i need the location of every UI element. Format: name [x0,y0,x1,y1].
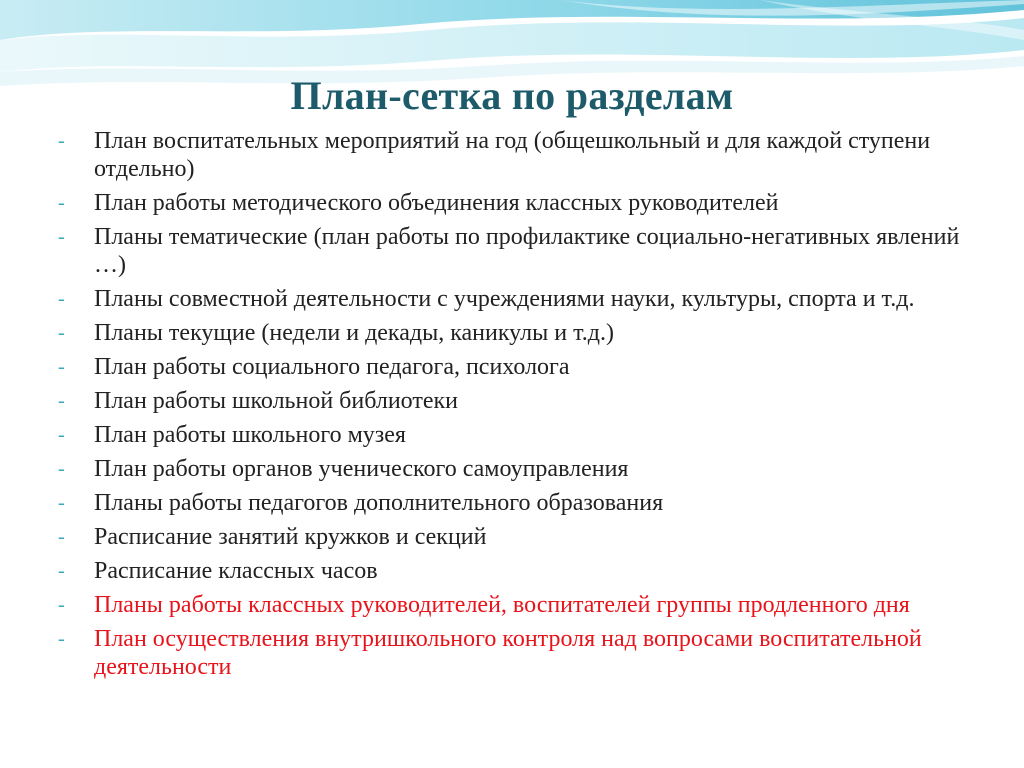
list-item [54,353,984,381]
bullet-dash: - [58,192,65,214]
list-item [54,557,984,585]
list-item [54,591,984,619]
list-item-text: План воспитательных мероприятий на год (общешкольный и для каждой ступени отдельно) [94,128,931,182]
list-item [54,455,984,483]
bullet-list [54,127,984,687]
list-item [54,319,984,347]
list-item [54,189,984,217]
bullet-dash: - [58,560,65,582]
list-item [54,387,984,415]
bullet-dash: - [58,424,65,446]
list-item [54,625,984,681]
bullet-dash: - [58,526,65,548]
bullet-dash: - [58,356,65,378]
bullet-dash: - [58,458,65,480]
list-item-text: План работы школьной библиотеки [94,388,458,414]
list-item [54,127,984,183]
list-item-text: Планы работы педагогов дополнительного образования [94,490,664,516]
list-item [54,489,984,517]
list-item-text: План работы социального педагога, психолога [94,354,570,380]
list-item [54,223,984,279]
list-item-text: Расписание занятий кружков и секций [94,524,487,550]
bullet-dash: - [58,594,65,616]
list-item [54,523,984,551]
list-item-text: Планы совместной деятельности с учреждениями науки, культуры, спорта и т.д. [94,286,915,312]
list-item-text: План осуществления внутришкольного контроля над вопросами воспитательной деятельности [94,626,922,680]
list-item-text: Планы работы классных руководителей, воспитателей группы продленного дня [94,592,910,618]
bullet-dash: - [58,130,65,152]
list-item-text: Расписание классных часов [94,558,378,584]
bullet-dash: - [58,628,65,650]
list-item-text: Планы текущие (недели и декады, каникулы и т.д.) [94,320,614,346]
bullet-dash: - [58,226,65,248]
bullet-dash: - [58,288,65,310]
bullet-dash: - [58,322,65,344]
list-item [54,421,984,449]
bullet-dash: - [58,390,65,412]
list-item-text: План работы методического объединения классных руководителей [94,190,779,216]
page-title: План-сетка по разделам [290,73,734,118]
list-item [54,285,984,313]
list-item-text: План работы органов ученического самоуправления [94,456,629,482]
list-item-text: Планы тематические (план работы по профилактике социально-негативных явлений …) [94,224,960,278]
list-item-text: План работы школьного музея [94,422,406,448]
bullet-dash: - [58,492,65,514]
